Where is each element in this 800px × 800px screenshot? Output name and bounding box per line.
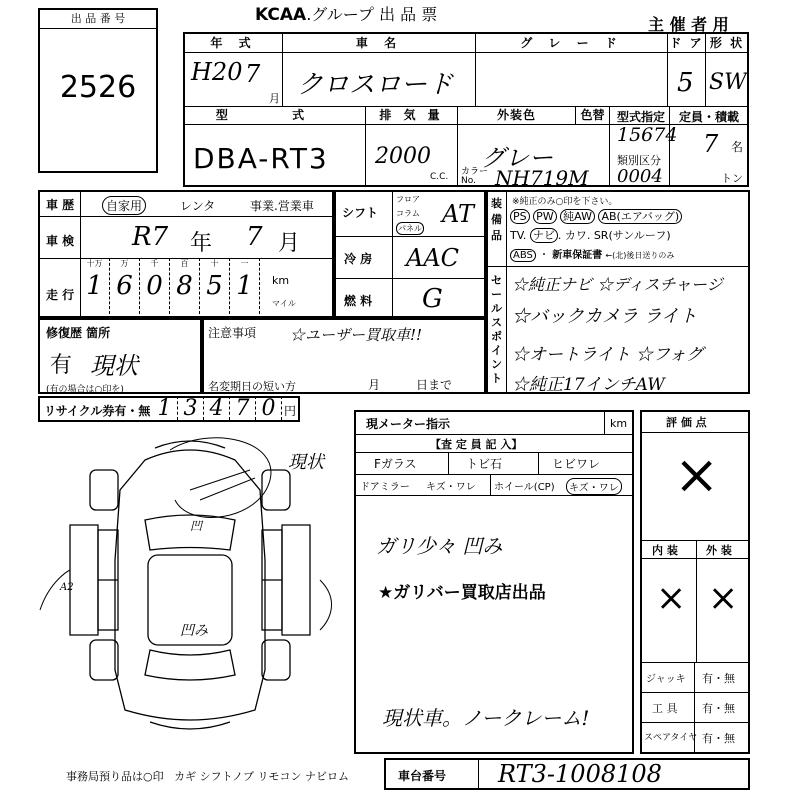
displacement-label: 排 気 量 — [379, 108, 444, 122]
wheel-label: ホイール(CP) — [494, 482, 555, 493]
body-label: 形 状 — [709, 36, 745, 50]
shift-option-floor: フロア — [396, 195, 420, 204]
recycle-label — [44, 402, 150, 419]
equip-abs: ABS — [510, 249, 536, 262]
recycle-box — [38, 396, 300, 422]
ac-value: AAC — [406, 244, 460, 272]
equip-pw: PW — [533, 209, 557, 224]
equipment-row1 — [510, 208, 682, 224]
capacity-unit: 名 — [731, 140, 744, 154]
mileage-digit: 1 — [86, 271, 103, 301]
load-unit: トン — [721, 172, 743, 185]
usage-option-business: 事業.営業車 — [250, 199, 314, 213]
year-month: 7 — [245, 60, 261, 88]
displacement-unit: C.C. — [430, 172, 449, 182]
recycle-unit: 円 — [284, 404, 297, 418]
year-label: 年 式 — [210, 36, 257, 50]
mileage-digit-cell — [200, 258, 230, 314]
doors-value: 5 — [677, 68, 694, 98]
rename-month: 月 — [368, 378, 381, 392]
interior-label: 内 装 — [652, 544, 678, 557]
f-glass-label: Fガラス — [374, 457, 417, 471]
mileage-digit-cell — [170, 258, 200, 314]
equipment-row3: ABS ・ 新車保証書 ←(北)後日送りのみ — [510, 246, 674, 261]
rear-bumper — [150, 722, 230, 729]
name-label: 車 名 — [355, 36, 403, 50]
tools-label: 工 具 — [652, 702, 678, 715]
recycle-digit: 1 — [152, 396, 178, 420]
front-bumper — [155, 441, 225, 448]
history-table — [38, 190, 334, 318]
notes-label: 注意事項 — [208, 326, 257, 340]
mileage-unit-label: 万 — [120, 259, 129, 268]
fuel-value: G — [422, 284, 443, 314]
mileage-label: 走 行 — [46, 288, 75, 302]
equip-aw: 純AW — [560, 209, 595, 224]
class-label: 類別区分 — [617, 154, 661, 167]
score-label: 評 価 点 — [666, 416, 707, 429]
capacity-label: 定員・積載 — [679, 110, 740, 124]
inspector-section-label: 【査 定 員 記 入】 — [430, 438, 523, 451]
wheel-rear-left — [90, 640, 118, 680]
form-title-text: .グループ 出 品 票 — [306, 5, 438, 24]
inspection-year: R7 — [132, 222, 169, 252]
capacity-value: 7 — [703, 130, 719, 158]
mileage-unit-label: 十 — [210, 259, 219, 268]
selling-point-2: ☆バックカメラ ライト — [512, 306, 698, 327]
exterior-value: × — [708, 578, 739, 619]
body-value: SW — [709, 70, 747, 95]
mileage-digit: 6 — [116, 271, 133, 301]
wheel-rear-right — [262, 640, 290, 680]
rear-window — [145, 650, 235, 680]
equip-airbag: AB(エアバッグ) — [598, 209, 682, 224]
mileage-digit: 5 — [206, 271, 223, 301]
meter-label: 現メーター指示 — [366, 417, 451, 431]
equip-warranty: 新車保証書 — [552, 250, 603, 261]
crack-label: ヒビワレ — [552, 457, 601, 471]
mileage-unit-label: 十万 — [86, 259, 103, 268]
type-designation: 15674 — [617, 124, 678, 146]
office-note-label: 事務局預り品は○印 — [66, 770, 164, 783]
type-designation-label: 型式指定 — [617, 110, 666, 124]
color-value: グレー — [481, 144, 553, 172]
notes-text: ☆ユーザー買取車!! — [290, 326, 423, 344]
inspection-year-unit: 年 — [190, 231, 213, 256]
equip-leather: カワ — [564, 229, 587, 242]
wheel-front-left — [90, 470, 118, 510]
diagram-annotation-mid: 凹 — [190, 519, 203, 533]
fuel-label: 燃 料 — [344, 294, 373, 308]
recycle-digit: 7 — [230, 396, 256, 420]
repair-box — [38, 318, 202, 394]
equipment-box — [486, 190, 750, 394]
door-mirror-damage: キズ・ワレ — [426, 482, 476, 493]
lot-number-label: 出 品 番 号 — [40, 10, 156, 29]
mileage-mile: マイル — [272, 299, 296, 308]
damage-arrow-right — [320, 580, 332, 630]
vehicle-name: クロスロード — [297, 70, 454, 100]
jack-label: ジャッキ — [646, 674, 686, 685]
mileage-km: km — [272, 274, 290, 287]
color-no-label: カラー No. — [461, 167, 489, 186]
jack-options: 有・無 — [702, 672, 735, 685]
equip-sunroof: SR(サンルーフ) — [593, 229, 671, 242]
equipment-hint: ※純正のみ○印を下さい。 — [512, 197, 618, 207]
lot-number: 2526 — [59, 70, 137, 105]
rename-day: 日まで — [416, 378, 453, 392]
vehicle-table — [183, 32, 749, 190]
diagram-annotation-side: A2 — [60, 582, 74, 593]
tools-options: 有・無 — [702, 702, 735, 715]
color-no: NH719M — [495, 166, 589, 190]
repair-note: 現状 — [90, 352, 138, 380]
wheel-damage: キズ・ワレ — [566, 478, 622, 495]
grade-label: グ レ ー ド — [520, 36, 623, 50]
chassis-box — [384, 758, 750, 790]
office-items: カギ シフトノブ リモコン ナビロム — [174, 770, 349, 783]
rename-label: 名変期日の短い方 — [208, 380, 296, 393]
equip-ps: PS — [510, 209, 530, 224]
mileage-digit-cell — [140, 258, 170, 314]
diagram-annotation-top: 現状 — [288, 452, 324, 473]
lot-number-box — [38, 8, 158, 173]
drivetrain-table — [334, 190, 486, 318]
stone-chip-label: トビ石 — [466, 457, 503, 471]
recycle-digit: 3 — [178, 396, 204, 420]
shift-value: AT — [442, 200, 475, 228]
score-value: × — [674, 443, 720, 506]
recycle-label-text: リサイクル券 — [44, 404, 115, 418]
equip-tv: TV — [510, 229, 523, 242]
inspection-month: 7 — [246, 222, 263, 252]
notes-box — [202, 318, 486, 394]
year-era: H20 — [191, 58, 243, 86]
repair-label: 修復歴 箇所 — [46, 326, 111, 340]
mileage-digit-cell — [230, 258, 260, 314]
recycle-digits — [152, 398, 282, 420]
mileage-digit-cell — [110, 258, 140, 314]
spare-label: スペアタイヤ — [644, 733, 698, 743]
ac-label: 冷 房 — [344, 252, 373, 266]
door-mirror-label: ドアミラー — [360, 482, 410, 493]
interior-value: × — [656, 578, 687, 619]
color-change-label: 色替 — [580, 108, 605, 122]
recycle-options: 有・無 — [114, 404, 151, 418]
chassis-number: RT3-1008108 — [498, 760, 662, 788]
damage-scribble — [190, 470, 255, 500]
recycle-digit: 4 — [204, 396, 230, 420]
selling-point-4: ☆純正17インチAW — [512, 375, 665, 395]
chassis-label: 車台番号 — [398, 769, 447, 783]
doors-label: ド ア — [669, 36, 704, 50]
car-diagram — [30, 430, 350, 740]
equipment-label: 装備品 — [491, 197, 502, 242]
diagram-annotation-center: 凹み — [180, 623, 208, 639]
color-label: 外装色 — [496, 108, 536, 122]
equipment-row2: TV. ナビ . カワ. SR(サンルーフ) — [510, 229, 671, 242]
year-month-unit: 月 — [269, 92, 280, 105]
inspection-label: 車 検 — [46, 234, 75, 248]
selling-points-label: セールスポイント — [491, 274, 502, 385]
selling-point-1: ☆純正ナビ ☆ディスチャージ — [512, 275, 723, 294]
inspector-comment-1: ガリ少々 凹み — [376, 534, 503, 558]
model-value: DBA-RT3 — [193, 142, 329, 175]
organizer-label: 主 催 者 用 — [648, 15, 729, 34]
brand-logo: KCAA — [255, 5, 307, 25]
repair-value: 有 — [50, 353, 73, 378]
mileage-unit-label: 百 — [180, 259, 189, 268]
selling-point-3: ☆オートライト ☆フォグ — [512, 345, 704, 365]
spare-options: 有・無 — [702, 732, 735, 745]
mileage-digit: 1 — [236, 271, 253, 301]
ratings-box — [640, 410, 750, 754]
shift-label: シフト — [342, 206, 379, 220]
form-title — [255, 2, 437, 25]
shift-option-panel: パネル — [398, 224, 422, 233]
usage-option-private: 自家用 — [102, 196, 146, 215]
mileage-unit-label: 一 — [240, 259, 249, 268]
mileage-digit: 0 — [146, 271, 163, 301]
repair-hint: (有の場合は○印を) — [46, 385, 124, 395]
inspector-box — [354, 410, 634, 754]
displacement-value: 2000 — [375, 144, 431, 169]
mileage-digit: 8 — [176, 271, 193, 301]
shift-option-column: コラム — [396, 209, 420, 218]
usage-option-rental: レンタ — [180, 199, 216, 213]
mileage-unit-label: 千 — [150, 259, 159, 268]
exterior-label: 外 装 — [706, 544, 732, 557]
model-label: 型 式 — [215, 108, 335, 122]
inspection-month-unit: 月 — [278, 231, 301, 256]
equip-later: ←(北)後日送りのみ — [605, 251, 675, 260]
mileage-digit-cell — [80, 258, 110, 314]
usage-label: 車 歴 — [46, 198, 75, 212]
gulliver-stamp: ★ガリバー買取店出品 — [378, 583, 546, 603]
class-value: 0004 — [617, 166, 663, 187]
recycle-digit: 0 — [256, 396, 282, 420]
office-note — [66, 768, 349, 784]
meter-unit: km — [610, 417, 628, 430]
equip-navi: ナビ — [530, 228, 558, 243]
inspector-comment-2: 現状車。ノークレーム! — [382, 706, 590, 730]
